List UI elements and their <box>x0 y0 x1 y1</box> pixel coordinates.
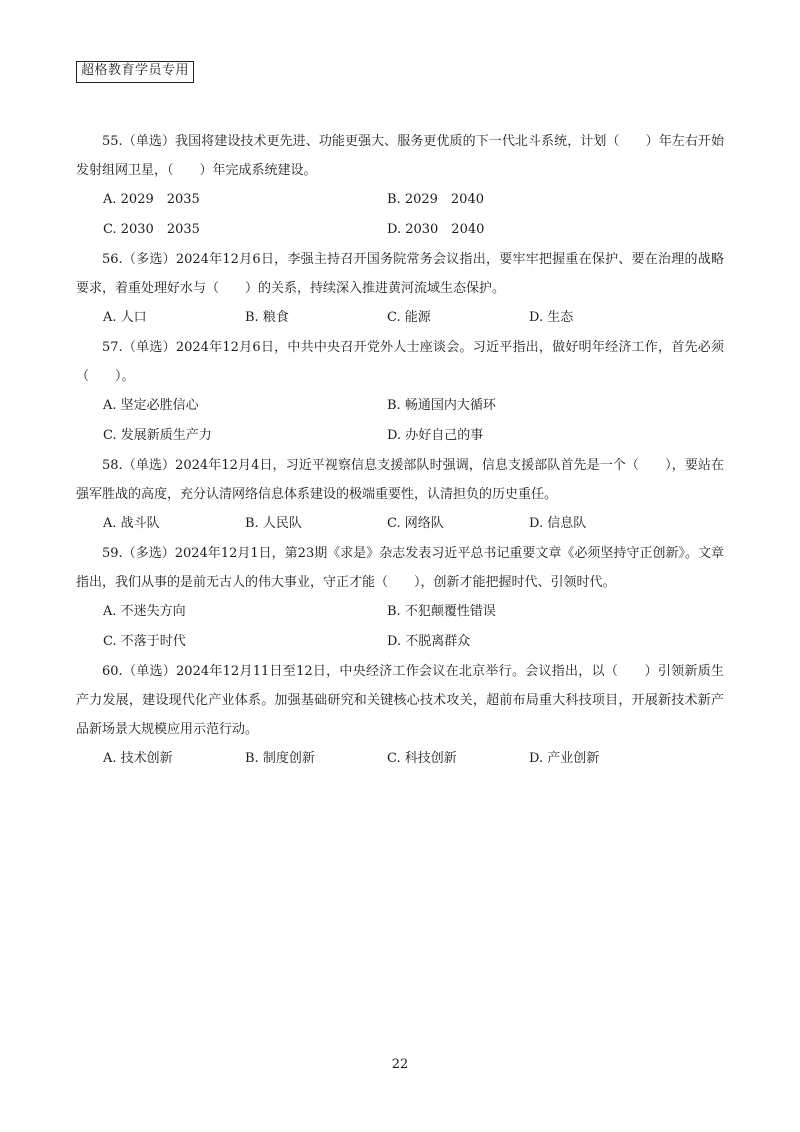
question-56 <box>76 245 724 333</box>
option-b: B. 2029 2040 <box>387 192 484 207</box>
option-list <box>76 509 724 539</box>
option-c: C. 能源 <box>387 310 431 325</box>
question-stem: 59.（多选）2024年12月1日，第23期《求是》杂志发表习近平总书记重要文章《必须坚持守正创新》。文章指出，我们从事的是前无古人的伟大事业，守正才能（ ），创新才能把握时代、引领时代。 <box>76 546 724 590</box>
option-c: C. 不落于时代 <box>103 634 186 649</box>
option-b: B. 制度创新 <box>245 751 315 766</box>
option-d: D. 2030 2040 <box>387 222 485 237</box>
option-b: B. 粮食 <box>245 310 289 325</box>
option-b: B. 人民队 <box>245 516 302 531</box>
option-a: A. 2029 2035 <box>103 192 200 207</box>
question-stem: 57.（单选）2024年12月6日，中共中央召开党外人士座谈会。习近平指出，做好明年经济工作，首先必须（ ）。 <box>76 340 724 384</box>
option-c: C. 2030 2035 <box>103 222 200 237</box>
question-stem: 55.（单选）我国将建设技术更先进、功能更强大、服务更优质的下一代北斗系统，计划（ ）年左右开始发射组网卫星，（ ）年完成系统建设。 <box>76 134 724 178</box>
header-tag: 超格教育学员专用 <box>76 61 194 83</box>
option-a: A. 不迷失方向 <box>103 604 186 619</box>
option-d: D. 不脱离群众 <box>387 634 471 649</box>
option-list <box>76 303 724 333</box>
option-a: A. 战斗队 <box>103 516 160 531</box>
option-c: C. 科技创新 <box>387 751 457 766</box>
option-list <box>76 185 724 245</box>
question-58 <box>76 451 724 539</box>
option-c: C. 网络队 <box>387 516 444 531</box>
option-d: D. 产业创新 <box>529 751 600 766</box>
option-d: D. 信息队 <box>529 516 587 531</box>
page-number: 22 <box>391 1057 409 1072</box>
option-d: D. 生态 <box>529 310 574 325</box>
option-a: A. 技术创新 <box>103 751 173 766</box>
option-c: C. 发展新质生产力 <box>103 428 212 443</box>
option-a: A. 人口 <box>103 310 147 325</box>
option-list <box>76 744 724 774</box>
question-stem: 60.（单选）2024年12月11日至12日，中央经济工作会议在北京举行。会议指出，以（ ）引领新质生产力发展，建设现代化产业体系。加强基础研究和关键核心技术攻关，超前布局重大科技项目，开展新技术新产品新场景大规模应用示范行动。 <box>76 664 724 737</box>
question-stem: 58.（单选）2024年12月4日，习近平视察信息支援部队时强调，信息支援部队首先是一个（ ），要站在强军胜战的高度，充分认清网络信息体系建设的极端重要性，认清担负的历史重任。 <box>76 458 724 502</box>
option-a: A. 坚定必胜信心 <box>103 398 199 413</box>
question-59 <box>76 539 724 657</box>
question-57 <box>76 333 724 451</box>
question-55 <box>76 127 724 245</box>
option-list <box>76 391 724 451</box>
question-60 <box>76 657 724 774</box>
option-b: B. 不犯颠覆性错误 <box>387 604 496 619</box>
option-b: B. 畅通国内大循环 <box>387 398 496 413</box>
question-stem: 56.（多选）2024年12月6日，李强主持召开国务院常务会议指出，要牢牢把握重在保护、要在治理的战略要求，着重处理好水与（ ）的关系，持续深入推进黄河流域生态保护。 <box>76 252 724 296</box>
option-list <box>76 597 724 657</box>
question-list <box>76 127 724 774</box>
option-d: D. 办好自己的事 <box>387 428 484 443</box>
